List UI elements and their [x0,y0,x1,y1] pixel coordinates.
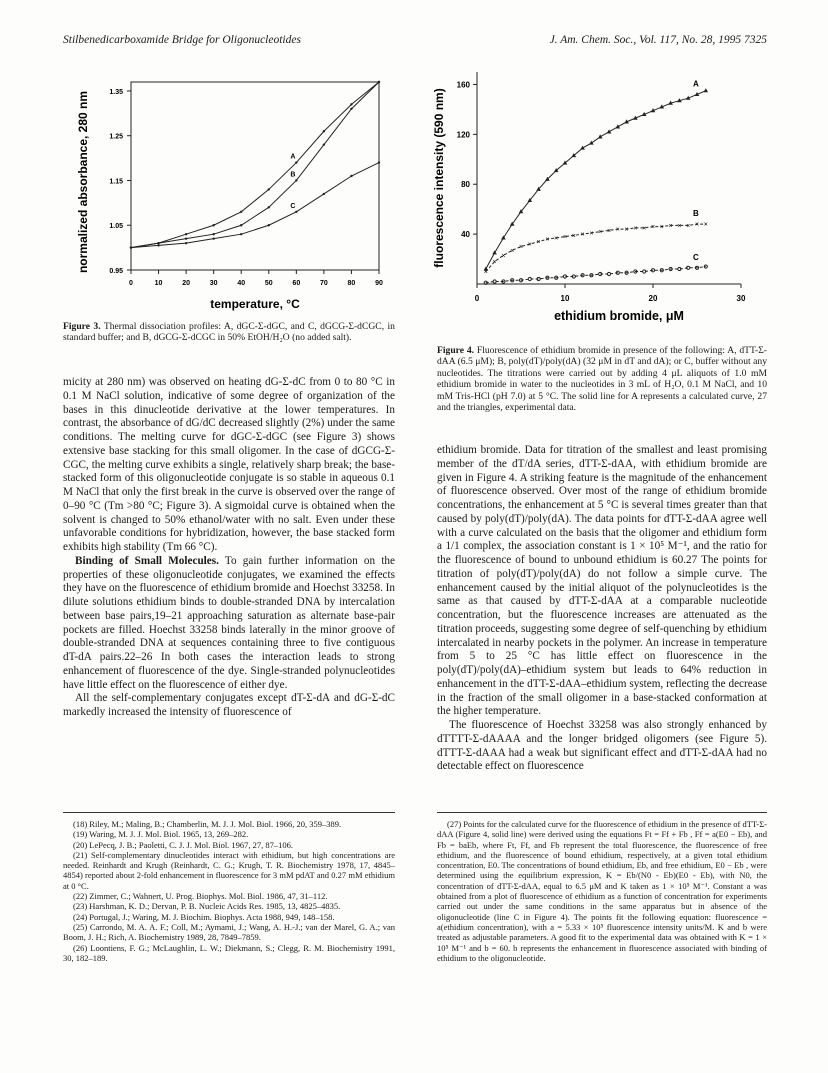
data-point-C [528,277,531,280]
footnote-rule-right [437,812,767,813]
data-point-C [323,193,325,195]
data-point-C [295,211,297,213]
reference-item: (22) Zimmer, C.; Wahnert, U. Prog. Biophys. Mol. Biol. 1986, 47, 31–112. [73,891,328,902]
series-label-C: C [693,252,699,262]
data-point-A [295,161,297,163]
x-tick-label: 40 [237,280,246,287]
x-tick-label: 10 [560,294,570,303]
x-tick-label: 20 [182,280,191,287]
reference-item: (20) LePecq, J. B.; Paoletti, C. J. J. Mol. Biol. 1967, 27, 87–106. [73,839,294,850]
data-point-A [212,224,214,226]
data-point-B: × [606,227,612,235]
data-point-C [484,281,487,284]
data-point-B: × [562,234,568,242]
x-tick-label: 80 [347,280,356,287]
y-tick-label: 1.25 [109,133,123,141]
reference-item: (18) Riley, M.; Maling, B.; Chamberlin, M. J. J. Mol. Biol. 1966, 20, 359–389. [73,819,342,829]
data-point-C [678,267,681,270]
reference-item: (25) Carrondo, M. A. A. F.; Coll, M.; Aymami, J.; Wang, A. H.-J.; van der Marel, G. A.; van Boom, J. H.; Rich, A. Biochemistry 1989, 28, 7849–7859. [63,921,395,943]
left-paragraph-1: micity at 280 nm) was observed on heating dG-Σ-dC from 0 to 80 °C in 0.1 M NaCl solution, indicative of some degree of organization of the bases in this dinucleotide derivative at the lower temperatures. In contrast, the absorbance of dG/dC decreased slightly (2%) under the same conditions. The melting curve for dGC-Σ-dGC (see Figure 3) shows extensive base stacking for this small oligomer. In the case of dGCG-Σ-CGC, the melting curve exhibits a single, relatively sharp break; the base-stacked form of this oligonucleotide conjugate is so stable in aqueous 0.1 M NaCl that only the first break in the curve is observed over the range of 0–90 °C (Tm >80 °C; Figure 3). A sigmoidal curve is obtained when the solvent is changed to 50% ethanol/water with no salt. Even under these unfavorable conditions for hybridization, however, the base stacked form exhibits high stability (Tm 66 °C). [63,376,395,553]
figure-4-caption [437,345,767,413]
references-right [437,819,767,963]
data-point-C [240,233,242,235]
data-point-B: × [703,221,708,229]
series-line-B [131,82,379,248]
data-point-B [212,233,214,235]
reference-item: (23) Harshman, K. D.; Dervan, P. B. Nucleic Acids Res. 1985, 13, 4825–4835. [73,901,341,912]
data-point-C [350,175,352,177]
data-point-A [704,88,709,92]
data-point-B: × [686,222,691,230]
y-tick-label: 80 [461,180,470,190]
data-point-A [240,211,242,213]
figure-4-chart [425,62,770,334]
y-tick-label: 1.15 [109,178,123,186]
x-tick-label: 0 [129,280,133,287]
section-heading-binding: Binding of Small Molecules. [75,554,219,567]
data-point-B: × [536,239,541,247]
series-label-B: B [693,209,699,219]
figure-3-caption-text: Thermal dissociation profiles: A, dGC-Σ-dGC, and C, dGCG-Σ-dCGC, in standard buffer; and B, dGCG-Σ-dCGC in 50% EtOH/H₂O (no added salt). [63,321,395,344]
header-journal: J. Am. Chem. Soc., Vol. 117, No. 28, 1995 7325 [549,34,767,46]
data-point-C [157,244,159,246]
running-header [63,34,767,50]
data-point-B [323,143,325,145]
data-point-C [687,266,690,269]
data-point-C [378,161,380,163]
left-paragraph-2-text: To gain further information on the properties of these oligonucleotide conjugates, we examined the effects they have on the fluorescence of ethidium bromide and Hoechst 33258. In dilute solutions ethidium binds to double-stranded DNA by intercalation between base pairs,19–21 approaching saturation as alternate base-pair pockets are filled. Hoechst 33258 binds laterally in the minor groove of double-stranded DNA at sequences containing three to five contiguous dT-dA pairs.22–26 In both cases the interaction leads to strong enhancement of fluorescence of the dye. Single-stranded polynucleotides have little effect on the fluorescence of either dye. [63,554,395,691]
reference-item: (19) Waring, M. J. J. Mol. Biol. 1965, 13, 269–282. [73,829,249,840]
data-point-B: × [642,225,647,233]
y-tick-label: 1.35 [109,88,123,96]
data-point-B [185,237,187,239]
right-paragraph-2: The fluorescence of Hoechst 33258 was also strongly enhanced by dTTTT-Σ-dAAAA and the longer bridged oligomers (see Figure 5). dTTT-Σ-dAAA had a weak but significant effect and dTT-Σ-dAA had no detectable effect on fluorescence [437,719,767,773]
data-point-B [350,108,352,110]
data-point-B: × [633,225,638,233]
data-point-B [157,242,159,244]
y-tick-label: 160 [456,80,470,90]
data-point-B: × [483,269,488,277]
data-point-B [378,81,380,83]
data-point-B [268,206,270,208]
data-point-A [185,233,187,235]
y-tick-label: 0.95 [109,268,123,275]
x-tick-label: 50 [264,280,273,287]
data-point-B: × [518,244,524,252]
reference-item: (24) Portugal, J.; Waring, M. J. Biochim. Biophys. Acta 1988, 949, 148–158. [73,911,335,922]
header-title: Stilbenedicarboxamide Bridge for Oligonucleotides [63,34,301,46]
data-point-B: × [589,230,594,238]
left-body [63,376,395,720]
data-point-B: × [571,232,576,240]
left-paragraph-3: All the self-complementary conjugates except dT-Σ-dA and dG-Σ-dC markedly increased the intensity of fluorescence of [63,692,395,718]
data-point-C [493,280,496,283]
data-point-A [323,130,325,132]
data-point-B: × [554,235,559,243]
x-tick-label: 30 [209,280,218,287]
data-point-C [212,237,214,239]
right-body [437,444,767,774]
data-point-C [572,275,575,278]
data-point-B: × [545,236,550,244]
x-tick-label: 30 [736,294,746,303]
figure-3-caption [63,321,395,344]
x-tick-label: 0 [474,294,480,303]
x-tick-label: 60 [292,280,301,287]
figure-4-label: Figure 4. [437,345,475,356]
data-point-B: × [492,259,497,267]
data-point-B: × [527,241,532,249]
reference-item: (21) Self-complementary dinucleotides interact with ethidium, but high concentrations are needed. Reinhardt and Krugh (Reinhardt, C. G.; Krugh, T. R. Biochemistry 1978, 17, 4845–4854) reported about 2-fold enhancement in fluorescence for 3 mM pdAT and 0.27 mM ethidium at 0 °C. [63,849,395,891]
data-point-B: × [501,252,506,260]
data-point-C [185,242,187,244]
series-line-A [131,82,379,248]
data-point-A [350,103,352,105]
figure-3-chart [63,70,393,320]
x-tick-label: 70 [319,280,328,287]
data-point-C [643,270,646,273]
y-tick-label: 40 [461,230,470,240]
data-point-B: × [624,226,629,234]
y-tick-label: 1.05 [109,223,123,231]
series-line-A [486,91,706,269]
references-left [63,819,395,963]
data-point-C [607,272,610,275]
data-point-B: × [650,224,656,232]
series-label-A: A [290,153,296,161]
series-label-A: A [693,79,699,89]
series-line-C [131,163,379,248]
figure-3-label: Figure 3. [63,321,101,332]
data-point-C [537,277,540,280]
x-tick-label: 10 [154,280,163,287]
data-point-B: × [694,221,700,229]
y-tick-label: 120 [456,130,470,140]
left-paragraph-2 [63,555,395,693]
right-paragraph-1: ethidium bromide. Data for titration of the smallest and least promising member of the dT/dA series, dTT-Σ-dAA, with ethidium bromide are given in Figure 4. A striking feature is the magnitude of the enhancement of fluorescence observed. Over most of the range of ethidium bromide concentrations, the enhancement at 5 °C is several times greater than that caused by poly(dT)/poly(dA). The data points for dTT-Σ-dAA agree well with a curve calculated on the basis that the oligomer and ethidium form a 1/1 complex, the association constant is 1 × 10⁵ M⁻¹, and the ratio for the fluorescence of bound to unbound ethidium is 60.27 The points for titration of poly(dT)/poly(dA) do not follow a simple curve. The enhancement caused by the initial aliquot of the polynucleotides is the same as that caused by dTT-Σ-dAA at a comparable nucleotide concentration, but the fluorescence increases are attenuated as the titration proceeds, suggesting some degree of self-quenching by ethidium intercalated in nearby pockets in the polymer. An increase in temperature from 5 to 25 °C has little effect on fluorescence in the poly(dT)/poly(dA)–ethidium system but leads to 64% reduction in enhancement in the dTT-Σ-dAA–ethidium system, reflecting the decrease in the fraction of the small oligomer in a base-stacked conformation at the higher temperature. [437,444,767,718]
data-point-A [268,188,270,190]
series-label-C: C [290,202,296,210]
data-point-C [651,269,654,272]
data-point-B: × [615,226,620,234]
data-point-C [268,224,270,226]
data-point-B: × [659,224,664,232]
data-point-C [563,275,566,278]
x-tick-label: 20 [648,294,658,303]
x-axis-label: temperature, °C [210,297,300,311]
series-line-C [483,267,706,283]
data-point-B: × [510,247,515,255]
data-point-B: × [598,229,603,237]
data-point-B: × [668,222,673,230]
y-axis-label: fluorescence intensity (590 nm) [432,88,446,268]
data-point-B: × [580,231,585,239]
data-point-B [240,224,242,226]
reference-item: (27) Points for the calculated curve for the fluorescence of ethidium in the presence of dTT-Σ-dAA (Figure 4, solid line) were derived using the equations Ft = Ff + Fb , Ff = a(E0 − Eb), and Fb = baEb, where Ft, Ff, and Fb represent the total fluorescence, the fluorescence of free ethidium, and the fluorescence of bound ethidium, respectively, at a given total ethidium concentration, E0. The concentrations of bound ethidium, Eb, and free ethidium, E0 − Eb , were determined using the equilibrium expression, K = Eb/(N0 - Eb)(E0 - Eb), with N0, the concentration of dTT-Σ-dAA, equal to 6.5 μM and K taken as 1 × 10⁵ M⁻¹. Constant a was obtained from a plot of fluorescence of ethidium as a function of concentration for experiments carried out under the same conditions in the same apparatus but in absence of the oligonucleotide (line C in Figure 4). The points fit the following equation: fluorescence = a(ethidium concentration), with a = 5.33 × 10⁵ fluorescence intensity units/M. K and b were treated as adjustable parameters. A good fit to the experimental data was obtained with K = 1 × 10⁵ M⁻¹ and b = 60. b represents the enhancement in fluorescence associated with binding of ethidium to the oligonucleotide. [437,819,767,963]
reference-item: (26) Loontiens, F. G.; McLaughlin, L. W.; Diekmann, S.; Clegg, R. M. Biochemistry 1991, 30, 182–189. [63,942,395,963]
data-point-C [704,265,707,268]
data-point-C [130,246,132,248]
y-axis-label: normalized absorbance, 280 nm [76,90,90,274]
figure-4-caption-text: Fluorescence of ethidium bromide in presence of the following: A, dTT-Σ-dAA (6.5 μM); B, poly(dT)/poly(dA) (32 μM in dT and dA); or C, buffer without any nucleotides. The titrations were carried out by adding 4 μL aliquots of 1.0 mM ethidium bromide in water to the nucleotides in 3 mL of H₂O, 0.1 M NaCl, and 10 mM Tris-HCl (pH 7.0) at 5 °C. The solid line for A represents a calculated curve, 27 and the triangles, experimental data. [437,345,767,414]
data-point-B [295,179,297,181]
x-axis-label: ethidium bromide, μM [554,309,684,323]
data-point-B: × [677,222,682,230]
x-tick-label: 90 [375,280,383,287]
series-label-B: B [290,171,296,179]
footnote-rule-left [63,812,395,813]
data-point-A [589,141,594,145]
